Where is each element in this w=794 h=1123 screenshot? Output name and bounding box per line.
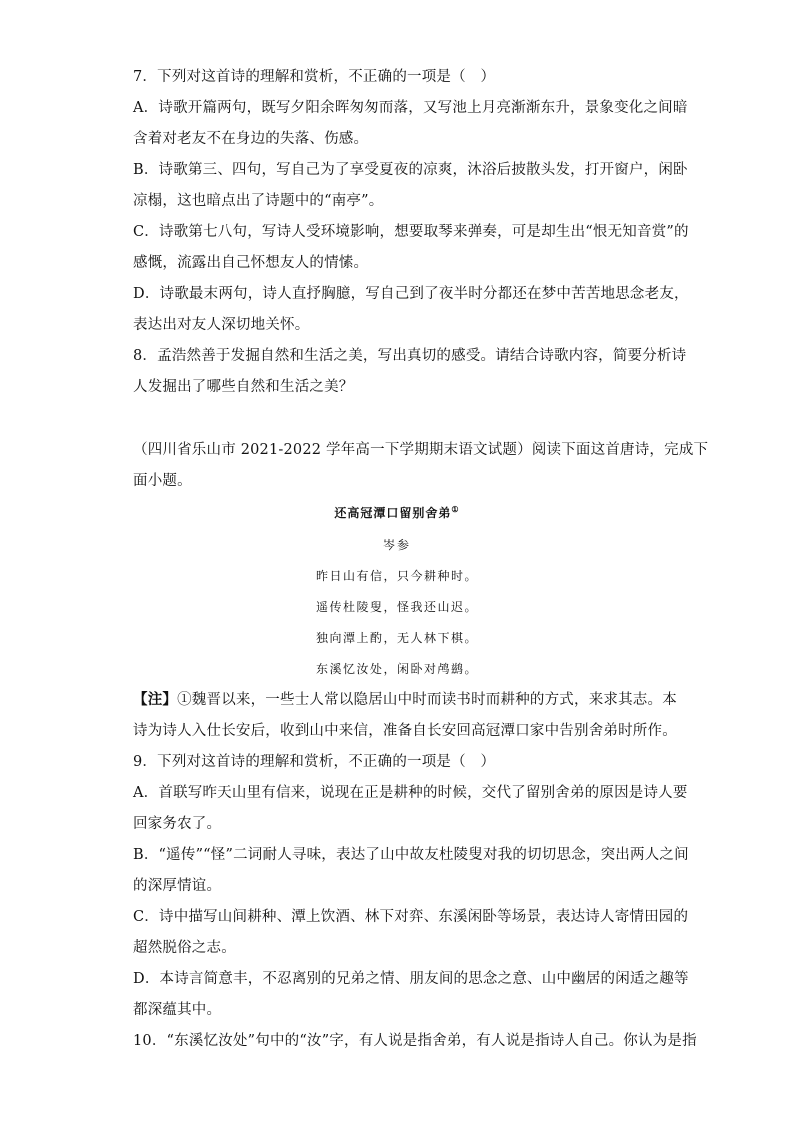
intro-line2: 面小题。: [133, 473, 192, 489]
note-line1-text: ①魏晋以来，一些士人常以隐居山中时而读书时而耕种的方式，来求其志。本: [177, 692, 677, 708]
poem-author: 岑参: [382, 538, 411, 552]
q9-option-b-line1: B．“遥传”“怪”二词耐人寻味，表达了山中故友杜陵叟对我的切切思念，突出两人之间: [133, 847, 689, 863]
q7-stem: 7．下列对这首诗的理解和赏析，不正确的一项是（ ）: [133, 69, 496, 85]
q7-option-b-line2: 凉榻，这也暗点出了诗题中的“南亭”。: [133, 193, 384, 209]
q9-option-b-line2: 的深厚情谊。: [133, 878, 222, 894]
poem-title-text: 还高冠潭口留别舍弟: [334, 506, 452, 520]
q9-stem: 9．下列对这首诗的理解和赏析，不正确的一项是（ ）: [133, 754, 496, 770]
q7-option-c-line1: C．诗歌第七八句，写诗人受环境影响，想要取琴来弹奏，可是却生出“恨无知音赏”的: [133, 224, 689, 240]
note-line1: [133, 690, 677, 710]
q10-line1: 10．“东溪忆汝处”句中的“汝”字，有人说是指舍弟，有人说是指诗人自己。你认为是指: [133, 1033, 697, 1049]
q7-option-a-line1: A．诗歌开篇两句，既写夕阳余晖匆匆而落，又写池上月亮渐渐东升，景象变化之间暗: [133, 100, 688, 116]
intro-line1: （四川省乐山市 2021-2022 学年高一下学期期末语文试题）阅读下面这首唐诗，完成下: [133, 442, 709, 458]
poem-line-2: 遥传杜陵叟，怪我还山迟。: [315, 600, 478, 614]
q8-line1: 8．孟浩然善于发掘自然和生活之美，写出真切的感受。请结合诗歌内容，简要分析诗: [133, 348, 687, 364]
q9-option-d-line2: 都深蕴其中。: [133, 1002, 222, 1018]
q7-option-c-line2: 感慨，流露出自己怀想友人的情愫。: [133, 255, 369, 271]
q9-option-c-line1: C．诗中描写山间耕种、潭上饮酒、林下对弈、东溪闲卧等场景，表达诗人寄情田园的: [133, 909, 689, 925]
poem-line-4: 东溪忆汝处，闲卧对鸬鹚。: [315, 662, 478, 676]
note-line2: 诗为诗人入仕长安后，收到山中来信，准备自长安回高冠潭口家中告别舍弟时所作。: [133, 723, 677, 739]
q7-option-d-line1: D．诗歌最末两句，诗人直抒胸臆，写自己到了夜半时分都还在梦中苦苦地思念老友，: [133, 286, 689, 302]
q7-option-a-line2: 含着对老友不在身边的失落、伤感。: [133, 131, 369, 147]
q9-option-a-line2: 回家务农了。: [133, 816, 222, 832]
q8-line2: 人发掘出了哪些自然和生活之美？: [133, 379, 354, 395]
q9-option-d-line1: D．本诗言简意丰，不忍离别的兄弟之情、朋友间的思念之意、山中幽居的闲适之趣等: [133, 971, 689, 987]
note-label: 【注】: [133, 691, 178, 708]
q9-option-c-line2: 超然脱俗之志。: [133, 940, 236, 956]
q9-option-a-line1: A．首联写昨天山里有信来，说现在正是耕种的时候，交代了留别舍弟的原因是诗人要: [133, 785, 688, 801]
poem-line-3: 独向潭上酌，无人林下棋。: [315, 631, 478, 645]
poem-line-1: 昨日山有信，只今耕种时。: [315, 569, 478, 583]
q7-option-d-line2: 表达出对友人深切地关怀。: [133, 317, 310, 333]
poem-title-footnote-mark: ①: [451, 504, 460, 514]
poem-title: [0, 504, 794, 521]
q7-option-b-line1: B．诗歌第三、四句，写自己为了享受夏夜的凉爽，沐浴后披散头发，打开窗户，闲卧: [133, 162, 688, 178]
